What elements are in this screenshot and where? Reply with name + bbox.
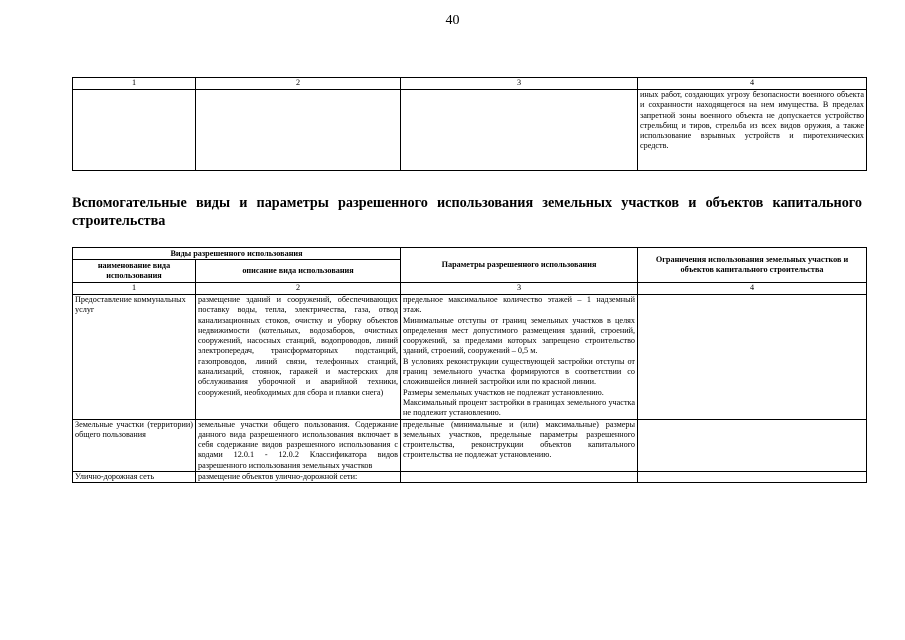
cell-description: размещение зданий и сооружений, обеспечивающих поставку воды, тепла, электричества, газа, отвод канализационных стоков, очистку и уборку объектов недвижимости (котельных, водозаборов, очистных сооружений, насосных станций, водопроводов, линий электропередач, трансформаторных подстанций, газопроводов, линий связи, телефонных станций, канализаций, стоянок, гаражей и мастерских для обслуживания уборочной и аварийной техники, сооружений, необходимых для сбора и плавки снега) xyxy=(196,295,401,420)
col-number-4: 4 xyxy=(638,283,867,295)
param-line: Максимальный процент застройки в границах земельного участка не подлежит установлению. xyxy=(403,397,636,418)
cell-name: Улично-дорожная сеть xyxy=(73,472,196,483)
cell-name: Предоставление коммунальных услуг xyxy=(73,295,196,420)
col-number-1: 1 xyxy=(73,283,196,295)
cell-description: размещение объектов улично-дорожной сети: xyxy=(196,472,401,483)
col-number-2: 2 xyxy=(196,78,401,90)
auxiliary-uses-table xyxy=(72,247,867,483)
cell-name: Земельные участки (территории) общего пользования xyxy=(73,419,196,471)
param-line: Размеры земельных участков не подлежат установлению. xyxy=(403,387,604,397)
param-line: предельные (минимальные и (или) максимальные) размеры земельных участков, предельные параметры разрешенного строительства, реконструкции объектов капитального строительства не подлежат установлению. xyxy=(403,419,636,460)
header-name: наименование вида использования xyxy=(73,260,196,283)
table-row xyxy=(73,295,867,420)
param-line: В условиях реконструкции существующей застройки отступы от границ земельного участка формируются в соответствии со сложившейся линией застройки или по красной линии. xyxy=(403,356,636,387)
param-line: предельное максимальное количество этажей – 1 надземный этаж. xyxy=(403,295,636,315)
cell-restrictions xyxy=(638,419,867,471)
header-row xyxy=(73,248,867,260)
col-number-3: 3 xyxy=(401,283,638,295)
cell-name xyxy=(73,90,196,171)
page-number: 40 xyxy=(445,13,460,28)
header-restrictions: Ограничения использования земельных участков и объектов капитального строительства xyxy=(638,248,867,283)
cell-params xyxy=(401,472,638,483)
cell-params xyxy=(401,419,638,471)
header-group: Виды разрешенного использования xyxy=(73,248,401,260)
table-row xyxy=(73,90,867,171)
section-heading: Вспомогательные виды и параметры разрешенного использования земельных участков и объектов капитального строительства xyxy=(72,195,862,229)
cell-restrictions xyxy=(638,472,867,483)
header-description: описание вида использования xyxy=(196,260,401,283)
column-number-row xyxy=(73,283,867,295)
col-number-3: 3 xyxy=(401,78,638,90)
cell-params xyxy=(401,295,638,420)
col-number-4: 4 xyxy=(638,78,867,90)
param-line: Минимальные отступы от границ земельных участков в целях определения мест допустимого размещения зданий, строений, сооружений, за пределами которых запрещено строительство зданий, строений, сооружений – 0,5 м. xyxy=(403,315,636,356)
column-number-row xyxy=(73,78,867,90)
cell-params xyxy=(401,90,638,171)
cell-description xyxy=(196,90,401,171)
table-row xyxy=(73,472,867,483)
cell-restrictions xyxy=(638,295,867,420)
cell-description: земельные участки общего пользования. Содержание данного вида разрешенного использования включает в себя содержание видов разрешенного использования с кодами 12.0.1 - 12.0.2 Классификатора видов разрешенного использования земельных участков xyxy=(196,419,401,471)
header-params: Параметры разрешенного использования xyxy=(401,248,638,283)
col-number-2: 2 xyxy=(196,283,401,295)
table-row xyxy=(73,419,867,471)
continuation-table xyxy=(72,77,867,171)
col-number-1: 1 xyxy=(73,78,196,90)
cell-restrictions: иных работ, создающих угрозу безопасности военного объекта и сохранности находящегося на нем имущества. В пределах запретной зоны военного объекта не допускается устройство стрельбищ и тиров, стрельба из всех видов оружия, а также использование взрывных устройств и пиротехнических средств. xyxy=(638,90,867,171)
